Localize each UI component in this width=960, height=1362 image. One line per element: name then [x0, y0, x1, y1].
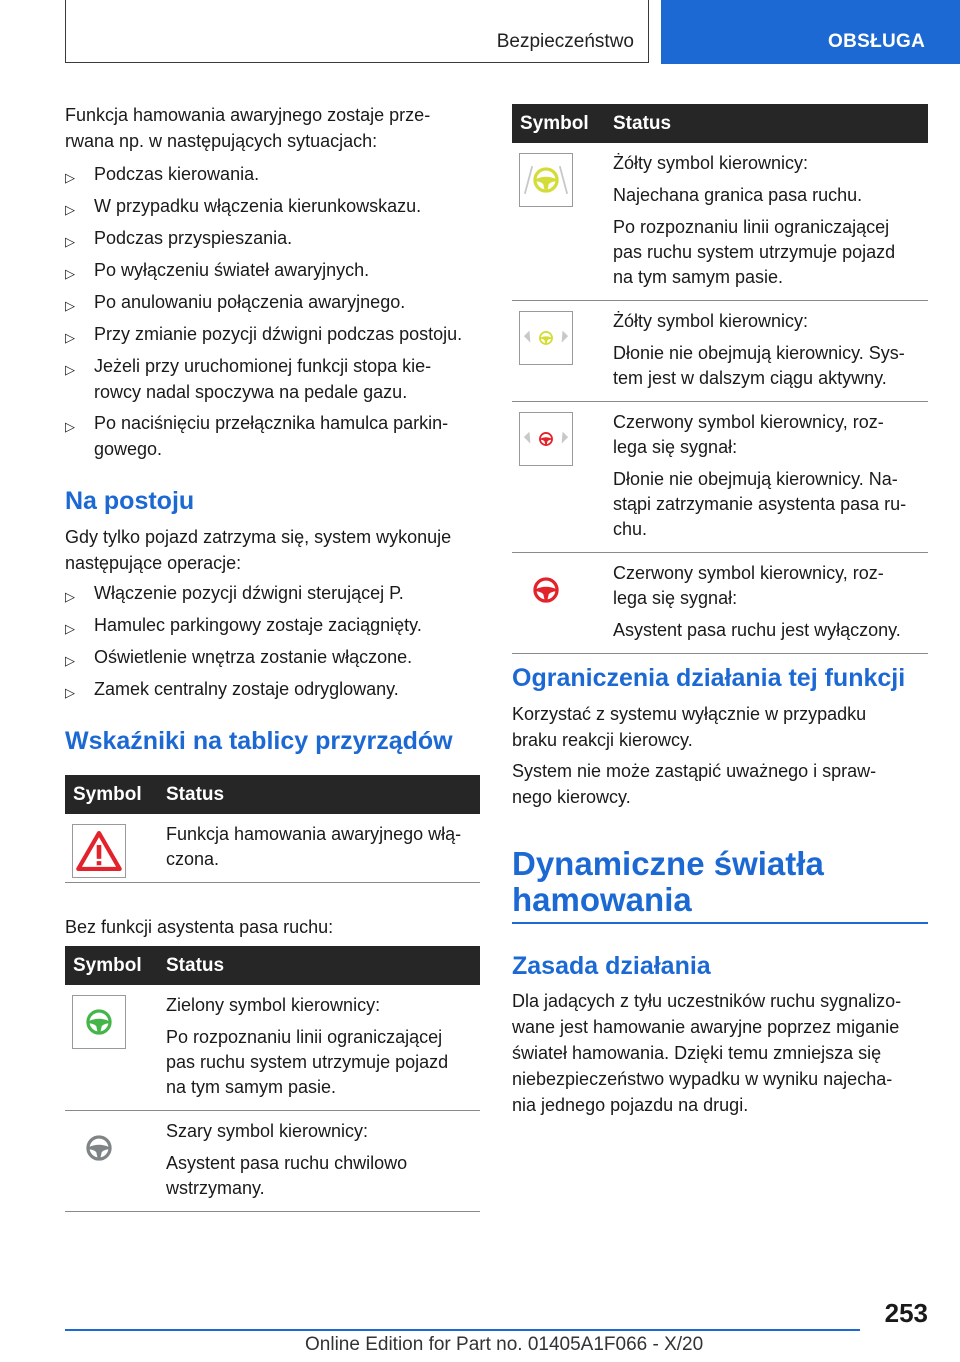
header-chapter-title: OBSŁUGA — [828, 31, 926, 52]
list-item-text: W przypadku włączenia kierunkowskazu. — [94, 196, 422, 216]
status-text: Po rozpoznaniu linii ograniczającej pas ruchu system utrzymuje pojazd na tym samym pasie. — [166, 1027, 449, 1097]
status-text: Najechana granica pasa ruchu. — [613, 185, 863, 205]
table-row — [65, 985, 480, 1111]
column-header-symbol: Symbol — [512, 104, 613, 143]
bullet-triangle-icon: ▷ — [65, 330, 75, 345]
bez-asystenta-label: Bez funkcji asystenta pasa ruchu: — [65, 917, 334, 937]
section-divider — [512, 922, 928, 924]
bullet-triangle-icon: ▷ — [65, 362, 75, 377]
bullet-triangle-icon: ▷ — [65, 170, 75, 185]
heading-na-postoju: Na postoju — [65, 487, 195, 515]
list-item — [65, 676, 480, 702]
symbol-cell — [65, 814, 166, 883]
status-cell — [166, 814, 480, 883]
postoj-paragraph: Gdy tylko pojazd zatrzyma się, system wykonuje następujące operacje: — [65, 527, 452, 573]
list-item-text: Po anulowaniu połączenia awaryjnego. — [94, 292, 406, 312]
bullet-triangle-icon: ▷ — [65, 419, 75, 434]
list-item-text: Włączenie pozycji dźwigni sterującej P. — [94, 583, 404, 603]
table-header-row — [65, 946, 480, 985]
heading-ograniczenia: Ograniczenia działania tej funkcji — [512, 664, 906, 692]
symbol-cell — [512, 402, 613, 553]
status-text: Zielony symbol kierownicy: — [166, 995, 381, 1015]
status-cell — [613, 301, 928, 402]
steering-wheel-yellow-lane-icon — [519, 153, 573, 207]
steering-wheel-gray-icon — [72, 1121, 126, 1175]
table-row — [65, 1111, 480, 1212]
table-row — [512, 402, 928, 553]
status-text: Żółty symbol kierownicy: — [613, 311, 809, 331]
list-item-text: Podczas kierowania. — [94, 164, 260, 184]
bullet-triangle-icon: ▷ — [65, 298, 75, 313]
list-item — [65, 321, 480, 347]
bullet-triangle-icon: ▷ — [65, 589, 75, 604]
symbol-cell — [512, 553, 613, 654]
status-cell — [166, 1111, 480, 1212]
table-header-row — [65, 775, 480, 814]
list-item-text: Po wyłączeniu świateł awaryjnych. — [94, 260, 370, 280]
intro-paragraph: Funkcja hamowania awaryjnego zostaje prze‐ rwana np. w następujących sytuacjach: — [65, 105, 431, 151]
steering-wheel-green-icon — [72, 995, 126, 1049]
column-header-symbol: Symbol — [65, 775, 166, 814]
status-text: Asystent pasa ruchu jest wyłączony. — [613, 620, 901, 640]
list-item-text: Hamulec parkingowy zostaje zaciągnięty. — [94, 615, 422, 635]
heading-dynamiczne-swiatla: Dynamiczne światła hamowania — [512, 845, 824, 918]
list-item — [65, 257, 480, 283]
status-text: Żółty symbol kierownicy: — [613, 153, 809, 173]
header-chapter-tab — [661, 0, 960, 64]
status-text: Asystent pasa ruchu chwilowo wstrzymany. — [166, 1153, 408, 1198]
table-row — [65, 814, 480, 883]
status-text: Dłonie nie obejmują kierownicy. Na‐ stąpi zatrzymanie asystenta pasa ru‐ chu. — [613, 469, 907, 539]
table-header-row — [512, 104, 928, 143]
bullet-triangle-icon: ▷ — [65, 621, 75, 636]
page-number: 253 — [884, 1298, 928, 1328]
list-item-text: Zamek centralny zostaje odryglowany. — [94, 679, 399, 699]
bullet-triangle-icon: ▷ — [65, 234, 75, 249]
column-header-status: Status — [166, 946, 480, 985]
list-item — [65, 644, 480, 670]
status-text: Po rozpoznaniu linii ograniczającej pas ruchu system utrzymuje pojazd na tym samym pasie. — [613, 217, 896, 287]
status-cell — [613, 143, 928, 301]
list-item — [65, 289, 480, 315]
heading-zasada-dzialania: Zasada działania — [512, 952, 711, 980]
steering-wheel-red-hands-icon — [519, 412, 573, 466]
bullet-triangle-icon: ▷ — [65, 685, 75, 700]
symbol-cell — [65, 985, 166, 1111]
status-cell — [613, 402, 928, 553]
symbol-cell — [512, 301, 613, 402]
header-section-title: Bezpieczeństwo — [496, 31, 634, 52]
zasada-paragraph: Dla jadących z tyłu uczestników ruchu sygnalizo‐ wane jest hamowanie awaryjne poprzez miganie świateł hamowania. Dzięki temu zmniejsza się niebezpieczeństwo wypadku w wyniku najecha‐ nia jednego pojazdu na drugi. — [512, 991, 902, 1115]
status-text: Czerwony symbol kierownicy, roz‐ lega się sygnał: — [613, 412, 884, 457]
column-header-symbol: Symbol — [65, 946, 166, 985]
steering-wheel-red-icon — [519, 563, 573, 617]
indicator-table-brake — [65, 775, 480, 883]
heading-wskazniki: Wskaźniki na tablicy przyrządów — [65, 727, 453, 755]
list-item-text: Przy zmianie pozycji dźwigni podczas postoju. — [94, 324, 463, 344]
status-cell — [166, 985, 480, 1111]
footer-rule — [65, 1329, 860, 1331]
status-cell — [613, 553, 928, 654]
column-header-status: Status — [613, 104, 928, 143]
table-row — [512, 143, 928, 301]
status-text: Szary symbol kierownicy: — [166, 1121, 369, 1141]
bullet-triangle-icon: ▷ — [65, 653, 75, 668]
list-item — [65, 353, 480, 405]
column-header-status: Status — [166, 775, 480, 814]
status-text: Funkcja hamowania awaryjnego włą‐ czona. — [166, 824, 462, 869]
table-row — [512, 553, 928, 654]
header-section-box — [65, 0, 649, 63]
footer-edition: Online Edition for Part no. 01405A1F066 - X/20 — [305, 1334, 704, 1355]
list-item — [65, 161, 480, 187]
symbol-cell — [512, 143, 613, 301]
list-item-text: Oświetlenie wnętrza zostanie włączone. — [94, 647, 413, 667]
list-item — [65, 612, 480, 638]
list-item-text: Jeżeli przy uruchomionej funkcji stopa kie‐ rowcy nadal spoczywa na pedale gazu. — [94, 356, 432, 402]
list-item — [65, 410, 480, 462]
status-text: Czerwony symbol kierownicy, roz‐ lega się sygnał: — [613, 563, 884, 608]
steering-wheel-yellow-hands-icon — [519, 311, 573, 365]
list-item — [65, 193, 480, 219]
list-item — [65, 580, 480, 606]
ograniczenia-paragraph-2: System nie może zastąpić uważnego i spraw‐ nego kierowcy. — [512, 761, 877, 807]
list-item-text: Po naciśnięciu przełącznika hamulca parkin‐ gowego. — [94, 413, 449, 459]
indicator-table-lane-basic — [65, 946, 480, 1212]
ograniczenia-paragraph-1: Korzystać z systemu wyłącznie w przypadku braku reakcji kierowcy. — [512, 704, 867, 750]
table-row — [512, 301, 928, 402]
warning-triangle-icon — [72, 824, 126, 878]
indicator-table-lane-extended — [512, 104, 928, 654]
bullet-triangle-icon: ▷ — [65, 202, 75, 217]
list-item-text: Podczas przyspieszania. — [94, 228, 293, 248]
list-item — [65, 225, 480, 251]
symbol-cell — [65, 1111, 166, 1212]
bullet-triangle-icon: ▷ — [65, 266, 75, 281]
status-text: Dłonie nie obejmują kierownicy. Sys‐ tem jest w dalszym ciągu aktywny. — [613, 343, 905, 388]
